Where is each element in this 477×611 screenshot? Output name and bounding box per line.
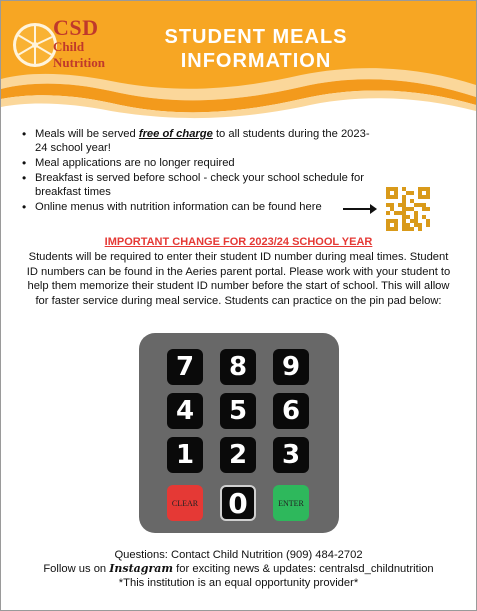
free-of-charge-text: free of charge	[138, 128, 213, 140]
logo-text	[53, 17, 105, 71]
bullet-applications: • Meal applications are no longer required	[22, 156, 382, 170]
arrow-right-icon	[342, 203, 378, 215]
bullet-breakfast: • Breakfast is served before school - check your school schedule for breakfast times	[22, 171, 382, 199]
pin-pad	[139, 333, 339, 533]
follow-us-line: Follow us on Instagram for exciting news & updates: centralsd_childnutrition	[43, 562, 434, 575]
key-7[interactable]: 7	[167, 349, 203, 385]
page-title	[131, 25, 381, 73]
key-8[interactable]: 8	[220, 349, 256, 385]
key-0[interactable]: 0	[220, 485, 256, 521]
qr-code-icon[interactable]	[386, 187, 430, 231]
questions-contact: Questions: Contact Child Nutrition (909) 484-2702	[114, 549, 363, 561]
logo-line2: Nutrition	[53, 55, 105, 70]
key-2[interactable]: 2	[220, 437, 256, 473]
important-change-heading: IMPORTANT CHANGE FOR 2023/24 SCHOOL YEAR	[104, 236, 373, 248]
clear-button[interactable]: CLEAR	[167, 485, 203, 521]
instagram-wordmark: Instagram	[109, 562, 174, 575]
important-change-text: Students will be required to enter their student ID number during meal times. Student ID numbers can be found in the Aeries parent portal. Please work with your student to help them memorize their student ID number before the start of school. This will allow for faster service during meal service. Students can practice on the pin pad below:	[26, 251, 451, 307]
logo-brand: CSD	[53, 15, 99, 40]
key-9[interactable]: 9	[273, 349, 309, 385]
key-4[interactable]: 4	[167, 393, 203, 429]
equal-opportunity-statement: *This institution is an equal opportunity provider*	[118, 577, 359, 589]
logo-line1: Child	[53, 39, 85, 54]
enter-button[interactable]: ENTER	[273, 485, 309, 521]
bullet-online-menus: • Online menus with nutrition information can be found here	[22, 200, 382, 214]
key-1[interactable]: 1	[167, 437, 203, 473]
title-line1: STUDENT MEALS	[164, 26, 348, 48]
bullet-free-meals: • Meals will be served free of charge to all students during the 2023-24 school year!	[22, 127, 382, 155]
header-banner	[1, 1, 476, 121]
info-bullet-list	[22, 127, 382, 215]
key-5[interactable]: 5	[220, 393, 256, 429]
key-3[interactable]: 3	[273, 437, 309, 473]
title-line2: INFORMATION	[180, 50, 332, 72]
key-6[interactable]: 6	[273, 393, 309, 429]
